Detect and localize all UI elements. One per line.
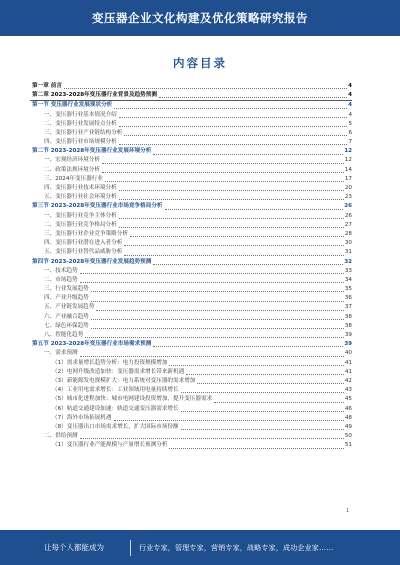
toc-entry[interactable] [30, 82, 352, 91]
toc-entry[interactable] [30, 129, 352, 138]
toc-entry[interactable] [30, 248, 352, 257]
toc-entry-label: 第一节 变压器行业发展现状分析 [32, 102, 113, 109]
toc-entry-label: （8）变压器出口市场需求增长，扩大国际市场份额 [52, 423, 179, 430]
toc-entry-label: 第四节 2023-2028年变压器行业发展趋势预测 [32, 258, 152, 265]
toc-entry[interactable] [30, 101, 352, 110]
toc-entry-page: 33 [344, 267, 352, 274]
toc-entry[interactable] [30, 359, 352, 368]
toc-entry-page: 34 [344, 276, 352, 283]
page-number: 1 [346, 508, 350, 514]
toc-entry[interactable] [30, 285, 352, 294]
toc-entry-page: 51 [344, 442, 352, 449]
toc-entry-page: 42 [344, 377, 352, 384]
toc-entry[interactable] [30, 423, 352, 432]
toc-entry-page: 41 [344, 359, 352, 366]
toc-entry[interactable] [30, 239, 352, 248]
toc-entry-label: 第三节 2023-2028年变压器行业市场竞争格局分析 [32, 203, 163, 210]
toc-entry[interactable] [30, 322, 352, 331]
toc-entry[interactable] [30, 441, 352, 450]
toc-leader-dots [80, 273, 344, 274]
toc-leader-dots [119, 126, 348, 127]
toc-entry-page: 26 [344, 203, 352, 210]
toc-entry-label: 四、变压器行业潜在进入者分析 [44, 240, 123, 247]
toc-entry-page: 4 [348, 111, 352, 118]
toc-leader-dots [214, 402, 344, 403]
toc-entry-label: （4）工业用电需求增长：工业领域用电量持续增长 [52, 387, 179, 394]
toc-entry[interactable] [30, 175, 352, 184]
toc-entry-page: 17 [344, 175, 352, 182]
toc-entry-page: 4 [348, 82, 352, 89]
toc-entry-page: 5 [348, 120, 352, 127]
toc-entry-label: 六、产业融合趋势 [44, 313, 89, 320]
toc-leader-dots [153, 264, 343, 265]
toc-entry-page: 38 [344, 322, 352, 329]
toc-entry-label: 三、变压器行业产业链结构分析 [44, 129, 123, 136]
toc-leader-dots [91, 328, 344, 329]
toc-entry-label: 一、变压器行业竞争主体分析 [44, 212, 117, 219]
toc-leader-dots [130, 236, 344, 237]
toc-entry-label: 二、变压器行业竞争格局分析 [44, 221, 117, 228]
toc-entry[interactable] [30, 230, 352, 239]
toc-entry-page: 4 [348, 92, 352, 99]
toc-leader-dots [169, 365, 343, 366]
toc-entry-page: 14 [344, 166, 352, 173]
toc-leader-dots [80, 356, 344, 357]
toc-entry[interactable] [30, 258, 352, 267]
toc-leader-dots [165, 209, 344, 210]
toc-entry-label: 第一章 前言 [32, 82, 62, 89]
toc-leader-dots [119, 117, 348, 118]
toc-entry-label: 第五节 2023-2028年变压器行业市场需求预测 [32, 341, 152, 348]
toc-entry-page: 36 [344, 295, 352, 302]
toc-entry-page: 26 [344, 212, 352, 219]
toc-entry-page: 39 [344, 332, 352, 339]
table-of-contents [30, 82, 352, 451]
toc-leader-dots [124, 255, 344, 256]
toc-entry[interactable] [30, 221, 352, 230]
toc-entry-page: 49 [344, 423, 352, 430]
toc-entry[interactable] [30, 331, 352, 340]
toc-entry[interactable] [30, 184, 352, 193]
toc-entry-label: 三、行业发展趋势 [44, 286, 89, 293]
toc-entry-label: 四、变压器行业市场规模分析 [44, 139, 117, 146]
toc-entry-page: 31 [344, 249, 352, 256]
toc-entry-label: 二、市场趋势 [44, 276, 78, 283]
toc-entry-label: 八、智能化趋势 [44, 332, 84, 339]
toc-entry[interactable] [30, 147, 352, 156]
toc-entry-page: 20 [344, 185, 352, 192]
toc-entry-page: 28 [344, 230, 352, 237]
toc-entry[interactable] [30, 157, 352, 166]
toc-entry[interactable] [30, 349, 352, 358]
toc-entry[interactable] [30, 212, 352, 221]
toc-leader-dots [102, 163, 344, 164]
toc-entry-page: 35 [344, 286, 352, 293]
toc-entry-label: 第二节 2023-2028年变压器行业发展环境分析 [32, 148, 152, 155]
toc-entry-label: 二、政策法规环境分析 [44, 166, 100, 173]
footer-slogan: 让每个人都能成为 [44, 543, 104, 552]
toc-leader-dots [159, 97, 347, 98]
toc-entry-label: 二、变压器行业发展特点分析 [44, 120, 117, 127]
toc-leader-dots [64, 88, 347, 89]
toc-leader-dots [119, 199, 344, 200]
toc-leader-dots [153, 346, 343, 347]
toc-entry[interactable] [30, 386, 352, 395]
toc-entry-page: 4 [348, 102, 352, 109]
toc-entry-label: 一、需求预测 [44, 350, 78, 357]
toc-entry[interactable] [30, 405, 352, 414]
toc-entry-page: 30 [344, 240, 352, 247]
toc-entry[interactable] [30, 377, 352, 386]
toc-entry-page: 40 [344, 350, 352, 357]
toc-leader-dots [119, 144, 348, 145]
toc-entry[interactable] [30, 193, 352, 202]
toc-leader-dots [91, 301, 344, 302]
toc-entry-page: 37 [344, 304, 352, 311]
toc-entry-label: （5）城市化进程加快：城市电网建设投资增加，提升变压器需求 [52, 396, 213, 403]
toc-leader-dots [96, 310, 344, 311]
toc-leader-dots [197, 383, 343, 384]
toc-leader-dots [80, 282, 344, 283]
toc-entry-label: 四、变压器行业技术环境分析 [44, 185, 117, 192]
toc-entry-label: 四、产业升级趋势 [44, 295, 89, 302]
toc-leader-dots [169, 448, 343, 449]
toc-entry-label: 二、供给预测 [44, 433, 78, 440]
toc-entry-label: 一、变压器行业基本情况介绍 [44, 111, 117, 118]
toc-entry-label: （7）海外市场拓展机遇 [52, 414, 112, 421]
report-header-banner [0, 0, 400, 36]
footer-divider [130, 540, 131, 556]
toc-entry-page: 6 [348, 129, 352, 136]
toc-leader-dots [80, 438, 344, 439]
toc-leader-dots [186, 374, 344, 375]
toc-leader-dots [181, 411, 344, 412]
toc-leader-dots [91, 291, 344, 292]
toc-entry[interactable] [30, 276, 352, 285]
toc-entry-page: 12 [344, 148, 352, 155]
toc-entry[interactable] [30, 294, 352, 303]
toc-leader-dots [119, 190, 344, 191]
toc-entry[interactable] [30, 304, 352, 313]
toc-entry-page: 41 [344, 368, 352, 375]
toc-leader-dots [85, 337, 344, 338]
toc-entry-label: （6）轨道交通建设加速：轨道交通变压器需求增长 [52, 405, 179, 412]
toc-entry-page: 43 [344, 387, 352, 394]
toc-entry-label: 七、绿色环保趋势 [44, 322, 89, 329]
toc-leader-dots [114, 420, 344, 421]
toc-entry[interactable] [30, 432, 352, 441]
toc-entry-page: 50 [344, 433, 352, 440]
toc-entry-page: 12 [344, 157, 352, 164]
report-title: 变压器企业文化构建及优化策略研究报告 [92, 11, 308, 25]
toc-entry-page: 46 [344, 405, 352, 412]
toc-entry-page: 7 [348, 139, 352, 146]
toc-entry-label: （1）变压器行业产能规模与产量增长预测分析 [52, 442, 168, 449]
toc-leader-dots [124, 245, 344, 246]
toc-entry-label: 三、变压器行业企业竞争策略分析 [44, 230, 128, 237]
toc-entry[interactable] [30, 368, 352, 377]
toc-leader-dots [181, 429, 344, 430]
toc-leader-dots [153, 154, 343, 155]
toc-entry[interactable] [30, 111, 352, 120]
toc-entry-page: 38 [344, 313, 352, 320]
toc-leader-dots [102, 172, 344, 173]
toc-leader-dots [124, 135, 347, 136]
toc-leader-dots [119, 218, 344, 219]
toc-entry-page: 27 [344, 221, 352, 228]
toc-entry-label: 五、产业链发展趋势 [44, 304, 95, 311]
toc-entry-page: 32 [344, 258, 352, 265]
toc-entry[interactable] [30, 166, 352, 175]
toc-entry-page: 45 [344, 396, 352, 403]
toc-entry[interactable] [30, 340, 352, 349]
toc-entry-label: 第二章 2023-2028年变压器行业背景及趋势预测 [32, 92, 157, 99]
toc-leader-dots [91, 319, 344, 320]
toc-entry-label: （2）电网升级改造加快：变压器需求增长带来新机遇 [52, 368, 185, 375]
toc-entry[interactable] [30, 120, 352, 129]
toc-entry-label: 五、变压器行业替代品威胁分析 [44, 249, 123, 256]
toc-heading: 内容目录 [173, 56, 227, 70]
toc-entry-label: 一、宏观经济环境分析 [44, 157, 100, 164]
toc-entry[interactable] [30, 313, 352, 322]
toc-entry[interactable] [30, 395, 352, 404]
toc-entry-label: （1）需求量增长趋势分析：电力投资规模增加 [52, 359, 168, 366]
toc-entry-page: 48 [344, 414, 352, 421]
toc-entry[interactable] [30, 91, 352, 101]
footer-tagline: 行业专家，管理专家，营销专家，战略专家，成功企业家…… [139, 543, 334, 552]
toc-entry-label: 一、技术趋势 [44, 267, 78, 274]
toc-entry-label: 五、变压器行业社会环境分析 [44, 194, 117, 201]
toc-entry-page: 39 [344, 341, 352, 348]
toc-entry-label: 三、2024年变压器行业 [44, 175, 103, 182]
footer-banner [0, 530, 400, 565]
toc-leader-dots [105, 181, 344, 182]
toc-entry[interactable] [30, 267, 352, 276]
toc-entry[interactable] [30, 202, 352, 211]
toc-entry[interactable] [30, 414, 352, 423]
toc-entry-page: 23 [344, 194, 352, 201]
toc-leader-dots [181, 392, 344, 393]
toc-entry-label: （3）新能源发电规模扩大：电力系统对变压器的需求增加 [52, 377, 196, 384]
toc-entry[interactable] [30, 138, 352, 147]
toc-leader-dots [119, 227, 344, 228]
toc-leader-dots [114, 108, 347, 109]
